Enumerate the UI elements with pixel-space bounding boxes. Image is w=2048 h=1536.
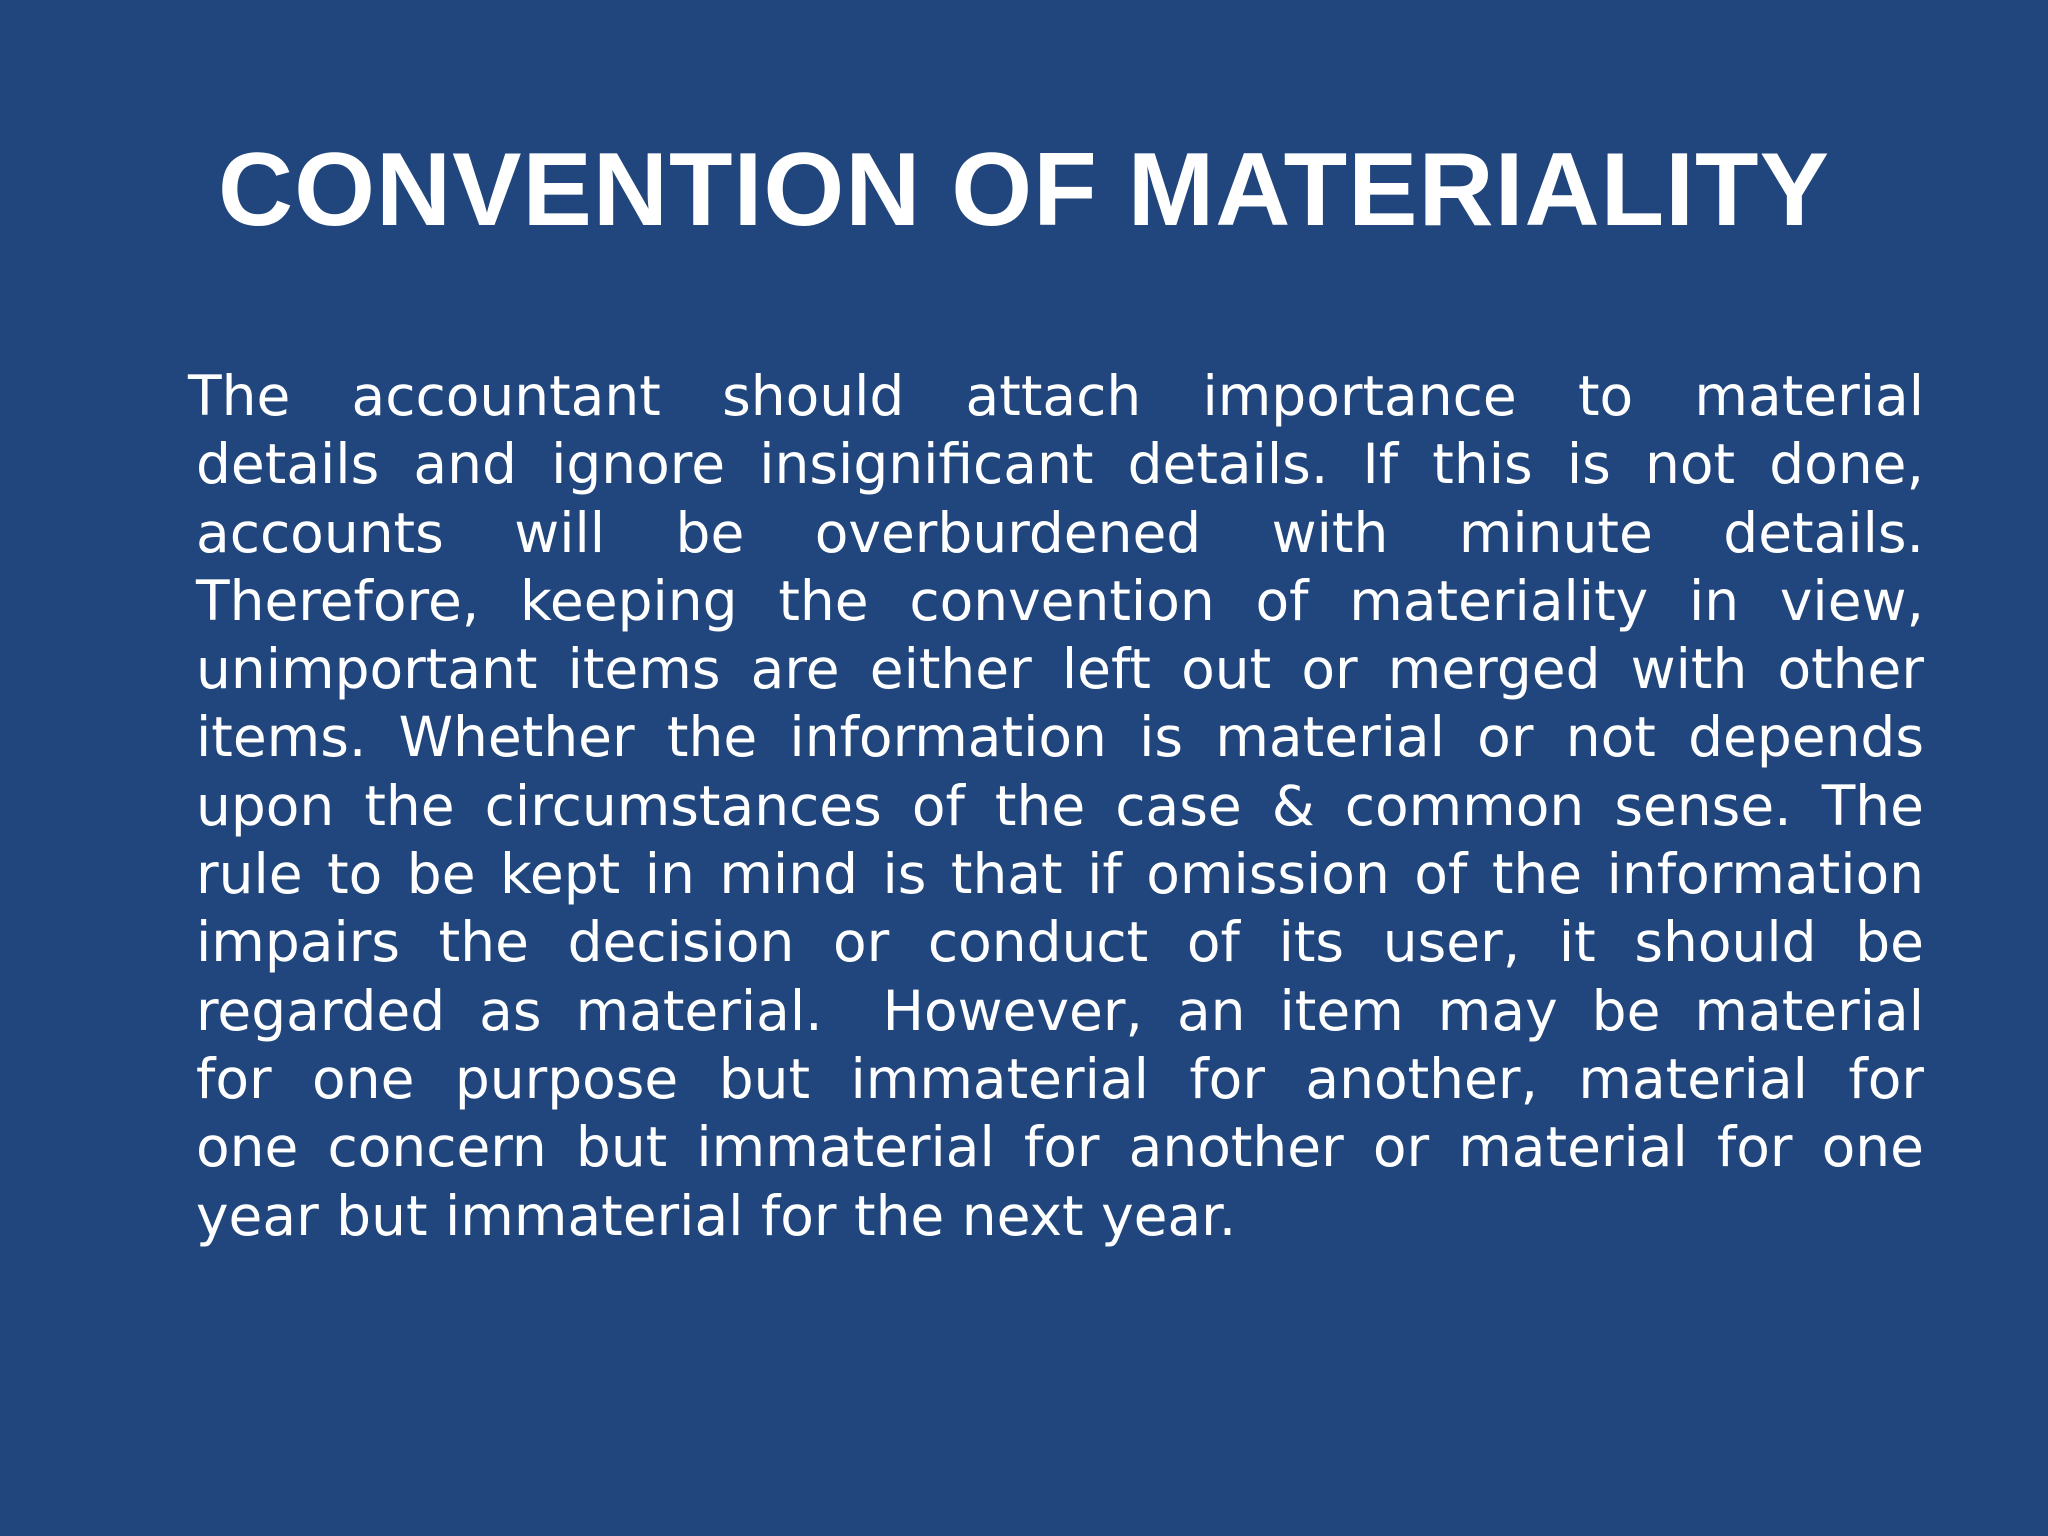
body-line: unimportant items are either left out or merged with other: [196, 637, 1924, 702]
body-line: upon the circumstances of the case & common sense. The: [196, 773, 1924, 838]
body-line: one concern but immaterial for another or material for one: [196, 1115, 1924, 1180]
body-line: for one purpose but immaterial for another, material for: [196, 1046, 1924, 1111]
body-line: items. Whether the information is material or not depends: [196, 705, 1924, 770]
body-line: year but immaterial for the next year.: [196, 1183, 1237, 1248]
slide-body-paragraph: [188, 362, 1924, 1250]
body-line: accounts will be overburdened with minute details.: [196, 500, 1924, 565]
body-line: details and ignore insignificant details. If this is not done,: [196, 432, 1924, 497]
body-line: The accountant should attach importance to material: [188, 364, 1924, 428]
body-line: impairs the decision or conduct of its user, it should be: [196, 910, 1924, 975]
body-line-part: However, an item may be material: [882, 978, 1924, 1043]
body-line: Therefore, keeping the convention of materiality in view,: [196, 568, 1924, 633]
body-line-split: [196, 977, 1924, 1045]
body-line: rule to be kept in mind is that if omission of the information: [196, 842, 1924, 907]
body-line-part: regarded as material.: [196, 978, 823, 1043]
slide-title: CONVENTION OF MATERIALITY: [218, 132, 1830, 248]
